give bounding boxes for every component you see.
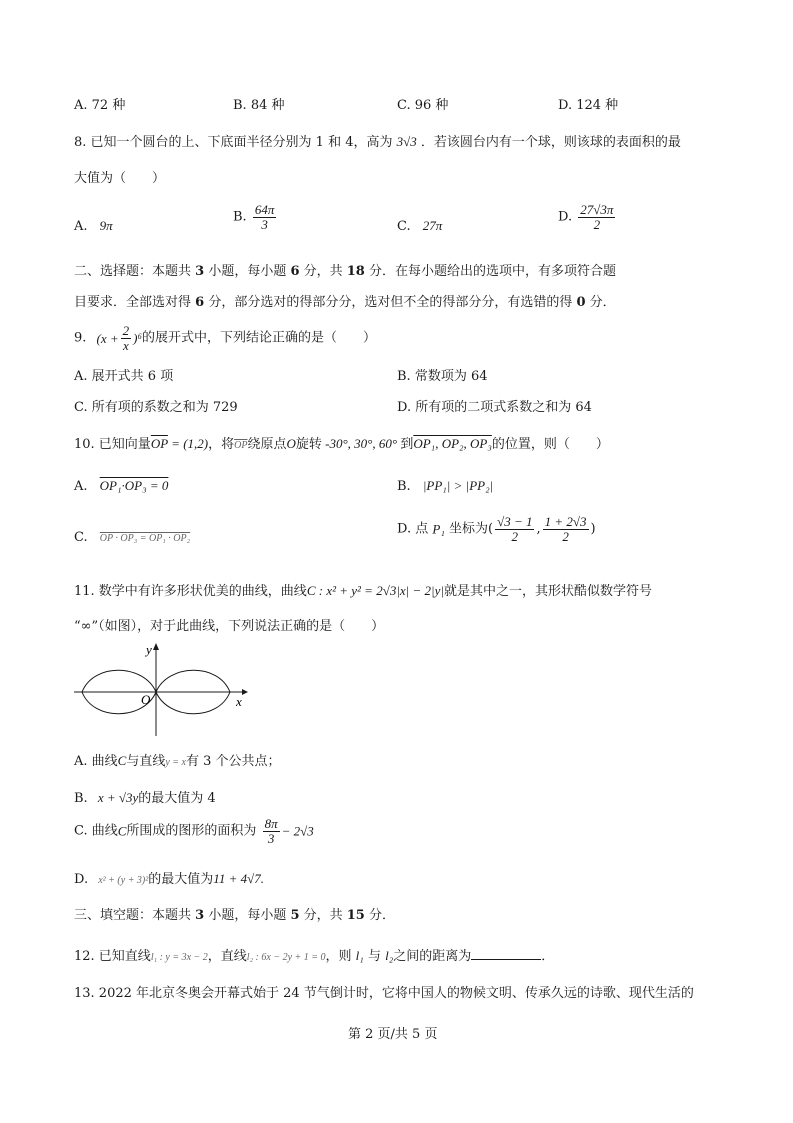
q12-line-l2: l₂ : 6x − 2y + 1 = 0 xyxy=(246,952,326,963)
q11-c-fraction xyxy=(263,817,280,847)
q10-d-frac2 xyxy=(543,515,589,545)
q9-number: 9. xyxy=(74,330,87,346)
q12-answer-blank[interactable] xyxy=(471,947,541,960)
axis-x-label: x xyxy=(236,694,242,709)
q8-text-b: ．若该圆台内有一个球，则该球的表面积的最 xyxy=(420,135,681,150)
q11-option-d xyxy=(74,871,264,888)
sec3-text: 三、填空题：本题共 xyxy=(74,908,196,923)
q11-option-a xyxy=(74,753,281,770)
q8-stem-line2: 大值为（ ） xyxy=(74,171,166,186)
sec2-text: 分，共 xyxy=(299,264,347,279)
q11-line-yx: y = x xyxy=(165,757,186,768)
q8-d-numerator: 27√3π xyxy=(580,202,614,217)
q8-option-c-value: 27π xyxy=(422,218,443,233)
sec2-text: 分，部分选对的得部分分，选对但不全的得部分分，有选错的得 xyxy=(204,295,577,310)
q8-stem-line1 xyxy=(74,134,681,151)
q11-c-num: 8π xyxy=(264,816,278,831)
q11-option-c xyxy=(74,817,314,847)
q10-option-d-text: 坐标为( xyxy=(448,521,494,537)
q9-fraction xyxy=(121,324,132,354)
q12-text: ，则 xyxy=(325,949,352,964)
sec3-count: 3 xyxy=(195,908,205,923)
q8-option-b-fraction xyxy=(253,203,277,233)
q9-option-d: D. 所有项的二项式系数之和为 64 xyxy=(397,400,592,415)
q9-frac-num: 2 xyxy=(122,323,130,338)
q8-d-denominator: 2 xyxy=(593,217,601,233)
q9-text: 的展开式中，下列结论正确的是（ ） xyxy=(142,330,377,346)
q10-option-d-label: D. 点 xyxy=(397,521,429,537)
q11-option-b-expr: x + √3y xyxy=(97,790,139,805)
q8-option-d xyxy=(558,203,617,233)
q10-d-den2: 2 xyxy=(562,529,569,545)
q11-c-den: 3 xyxy=(267,831,275,847)
q10-option-c xyxy=(74,530,190,546)
q11-curve-c: C xyxy=(117,753,127,768)
q10-option-a-math: OP₁·OP₃ = 0 xyxy=(99,478,169,493)
q11-stem-line1 xyxy=(74,583,652,600)
q8-option-a xyxy=(74,218,113,235)
q10-vector-value: = (1,2) xyxy=(167,436,209,451)
q10-text: 10. 已知向量 xyxy=(74,437,151,452)
q11-stem-line2: “∞”（如图），对于此曲线，下列说法正确的是（ ） xyxy=(74,619,385,634)
q8-b-denominator: 3 xyxy=(261,217,268,233)
q10-option-b xyxy=(397,478,493,495)
q9-stem xyxy=(74,324,376,354)
q9-option-c: C. 所有项的系数之和为 729 xyxy=(74,400,238,415)
sec2-total: 18 xyxy=(346,264,365,279)
q11-text: 所围成的图形的面积为 xyxy=(126,823,257,839)
q11-option-d-label: D. xyxy=(74,872,89,887)
q11-option-b xyxy=(74,790,216,807)
q8-height: 3√3 xyxy=(396,134,417,149)
q12-text: ． xyxy=(541,949,555,964)
sec2-text: 分．在每小题给出的选项中，有多项符合题 xyxy=(364,264,616,279)
q9-expr-open: (x + xyxy=(96,330,119,346)
q11-infinity-figure xyxy=(70,640,250,740)
q8-option-a-label: A. xyxy=(74,219,88,234)
q11-option-d-value: 11 + 4√7. xyxy=(213,871,264,886)
q10-text: ，将 xyxy=(208,437,235,452)
q11-text: 11. 数学中有许多形状优美的曲线，曲线 xyxy=(74,584,307,599)
q11-text: A. 曲线 xyxy=(74,754,118,769)
q10-text: 绕原点 xyxy=(247,437,287,452)
sec2-text: 分． xyxy=(585,295,616,310)
q7-option-a: A. 72 种 xyxy=(74,98,126,113)
q9-expr-close: )⁶ xyxy=(133,330,143,346)
q10-option-c-math: OP · OP₃ = OP₁ · OP₂ xyxy=(99,533,191,544)
q10-text: 旋转 xyxy=(295,437,322,452)
q8-b-numerator: 64π xyxy=(254,202,275,217)
sec3-text: 小题，每小题 xyxy=(204,908,291,923)
q10-point-p1: P₁ xyxy=(432,521,445,537)
q11-text: 的最大值为 4 xyxy=(138,791,216,806)
origin-label: O xyxy=(141,692,151,707)
sec2-full-points: 6 xyxy=(195,295,205,310)
q11-text: 与直线 xyxy=(126,754,166,769)
q8-option-c-label: C. xyxy=(397,219,411,234)
x-axis-arrow xyxy=(242,689,248,695)
q9-option-a: A. 展开式共 6 项 xyxy=(74,369,174,384)
q10-d-frac1 xyxy=(495,515,534,545)
q12-l1-symbol: l₁ xyxy=(355,948,364,963)
q7-option-d: D. 124 种 xyxy=(558,98,619,113)
q11-curve-c: C xyxy=(117,823,127,839)
q10-origin: O xyxy=(286,436,296,451)
sec3-points: 5 xyxy=(290,908,300,923)
axis-y-label: y xyxy=(146,642,152,657)
q9-frac-den: x xyxy=(123,338,129,354)
q8-option-b-label: B. xyxy=(233,209,247,225)
q12-text: 与 xyxy=(367,949,381,964)
q11-text: 就是其中之一，其形状酷似数学符号 xyxy=(443,584,652,599)
sec2-count: 3 xyxy=(195,264,205,279)
q10-option-d xyxy=(397,515,596,545)
q12-text: ，直线 xyxy=(207,949,247,964)
q8-option-c xyxy=(397,218,442,235)
q10-option-b-math: |PP₁| > |PP₂| xyxy=(422,478,494,493)
section2-heading-line2 xyxy=(74,295,616,311)
q12-text: 之间的距离为 xyxy=(393,949,472,964)
q12-text: 12. 已知直线 xyxy=(74,949,151,964)
q7-option-b: B. 84 种 xyxy=(233,98,285,113)
sec2-wrong-points: 0 xyxy=(576,295,586,310)
q8-option-d-fraction xyxy=(578,203,615,233)
sec2-text: 二、选择题：本题共 xyxy=(74,264,196,279)
q12-l2-symbol: l₂ xyxy=(385,948,394,963)
q10-text: 到 xyxy=(400,437,414,452)
section3-heading xyxy=(74,908,395,924)
y-axis-arrow xyxy=(153,643,159,650)
q8-option-d-label: D. xyxy=(558,209,573,225)
q8-text-a: 8. 已知一个圆台的上、下底面半径分别为 1 和 4，高为 xyxy=(74,135,393,150)
q10-vectors: OP₁, OP₂, OP₃ xyxy=(413,436,492,451)
q10-d-close: ) xyxy=(590,521,596,537)
q11-option-b-label: B. xyxy=(74,791,88,806)
q10-option-b-label: B. xyxy=(397,479,411,494)
q10-angles: -30°, 30°, 60° xyxy=(321,436,401,451)
q11-text: C. 曲线 xyxy=(74,823,118,839)
sec2-text: 目要求．全部选对得 xyxy=(74,295,196,310)
page-footer: 第 2 页/共 5 页 xyxy=(348,1027,438,1042)
q12-line-l1: l₁ : y = 3x − 2 xyxy=(150,952,208,963)
q10-d-comma: , xyxy=(536,521,541,537)
q8-option-a-value: 9π xyxy=(99,218,113,233)
q10-stem xyxy=(74,436,609,453)
q11-text: 的最大值为 xyxy=(148,872,214,887)
q13-stem: 13. 2022 年北京冬奥会开幕式始于 24 节气倒计时，它将中国人的物候文明、传承久远的诗歌、现代生活的 xyxy=(74,986,694,1001)
q10-text: 的位置，则（ ） xyxy=(491,437,609,452)
q11-option-d-expr: x² + (y + 3)² xyxy=(98,875,149,886)
q9-option-b: B. 常数项为 64 xyxy=(397,369,488,384)
q7-option-c: C. 96 种 xyxy=(397,98,449,113)
section2-heading-line1 xyxy=(74,264,616,280)
q10-vector-op-small: $\overline{OP}$ xyxy=(234,440,248,451)
q8-option-b xyxy=(233,203,278,233)
q10-option-c-label: C. xyxy=(74,530,88,545)
sec2-points: 6 xyxy=(290,264,300,279)
q10-option-a xyxy=(74,478,168,495)
q10-option-a-label: A. xyxy=(74,479,88,494)
sec2-text: 小题，每小题 xyxy=(204,264,291,279)
sec3-total: 15 xyxy=(346,908,365,923)
q12-stem xyxy=(74,947,554,965)
q11-curve-equation: C : x² + y² = 2√3|x| − 2|y| xyxy=(306,583,444,598)
q10-d-num2: 1 + 2√3 xyxy=(544,514,587,529)
q10-d-num1: √3 − 1 xyxy=(497,514,533,529)
q11-text: 有 3 个公共点； xyxy=(185,754,281,769)
q10-vector-op: $\overline{OP}$ xyxy=(150,436,168,451)
sec3-text: 分，共 xyxy=(299,908,347,923)
q10-d-den1: 2 xyxy=(511,529,519,545)
sec3-text: 分． xyxy=(364,908,395,923)
q11-c-rest: − 2√3 xyxy=(281,823,314,839)
